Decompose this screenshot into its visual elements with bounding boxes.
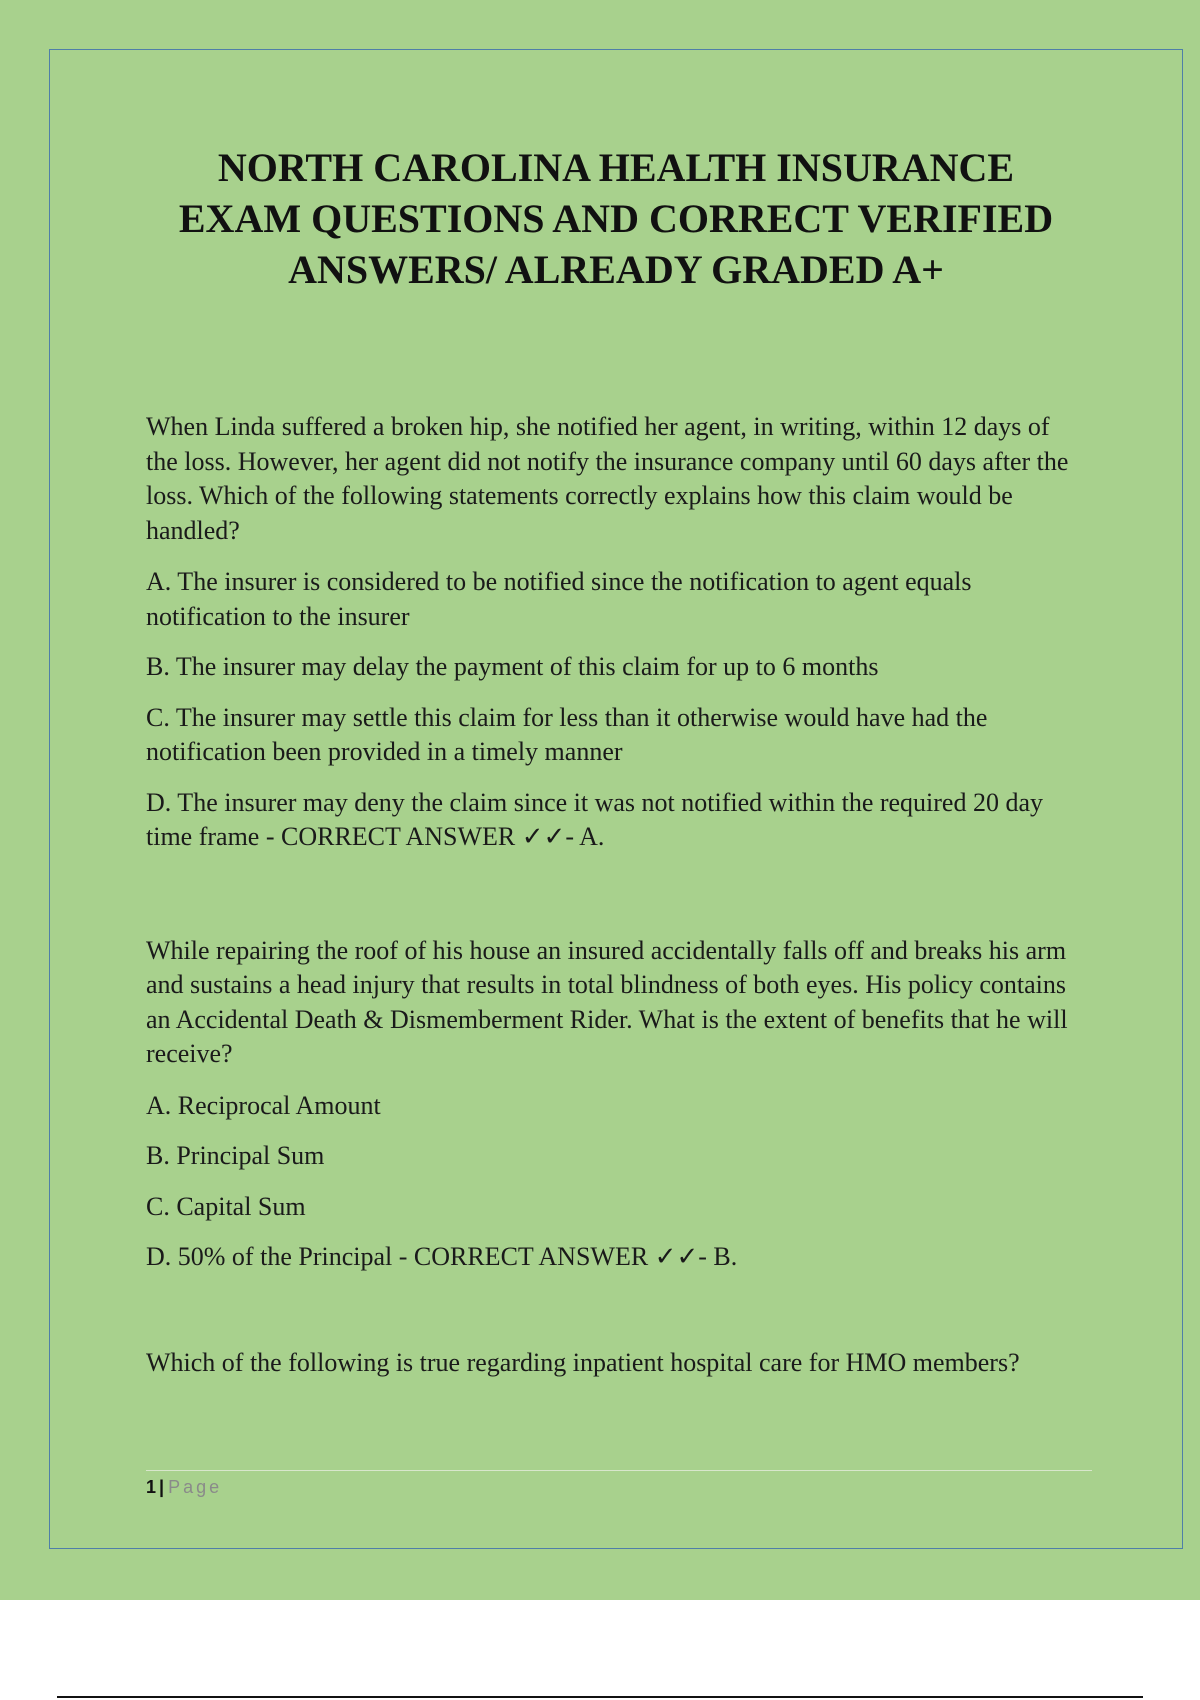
footer-separator: | [159, 1477, 165, 1497]
title-line-2: EXAM QUESTIONS AND CORRECT VERIFIED [178, 196, 1054, 241]
answer-option-b: B. Principal Sum [146, 1141, 325, 1170]
question-stem: While repairing the roof of his house an insured accidentally falls off and breaks his arm and sustains a head injury that results in total blindness of both eyes. His policy contains an Accidental Death & Dismemberment Rider. What is the extent of benefits that he will receive? [146, 935, 1068, 1068]
title-line-1: NORTH CAROLINA HEALTH INSURANCE [217, 145, 1015, 190]
page-number: 1 [146, 1477, 157, 1497]
answer-option-b: B. The insurer may delay the payment of this claim for up to 6 months [146, 652, 879, 681]
document-title [100, 142, 1132, 295]
question-list [146, 410, 1086, 1397]
question-1 [146, 410, 1086, 855]
page-label: Page [168, 1477, 223, 1497]
answer-option-a: A. The insurer is considered to be notified since the notification to agent equals notification to the insurer [146, 567, 972, 631]
answer-option-c: C. The insurer may settle this claim for less than it otherwise would have had the notification been provided in a timely manner [146, 702, 988, 766]
answer-option-d: D. The insurer may deny the claim since it was not notified within the required 20 day time frame - CORRECT ANSWER ✓✓- A. [146, 787, 1044, 851]
answer-option-a: A. Reciprocal Amount [146, 1090, 381, 1120]
question-3 [146, 1346, 1086, 1381]
question-stem: When Linda suffered a broken hip, she notified her agent, in writing, within 12 days of the loss. However, her agent did not notify the insurance company until 60 days after the loss. Which of the following statements correctly explains how this claim would be handled? [146, 412, 1069, 545]
footer-divider [146, 1470, 1092, 1471]
next-page-edge [57, 1696, 1143, 1698]
answer-option-c: C. Capital Sum [146, 1191, 306, 1221]
title-line-3: ANSWERS/ ALREADY GRADED A+ [288, 247, 944, 292]
question-2 [146, 934, 1086, 1275]
question-stem: Which of the following is true regarding inpatient hospital care for HMO members? [146, 1347, 1020, 1377]
page-footer [146, 1475, 222, 1499]
answer-option-d: D. 50% of the Principal - CORRECT ANSWER ✓✓- B. [146, 1242, 738, 1271]
